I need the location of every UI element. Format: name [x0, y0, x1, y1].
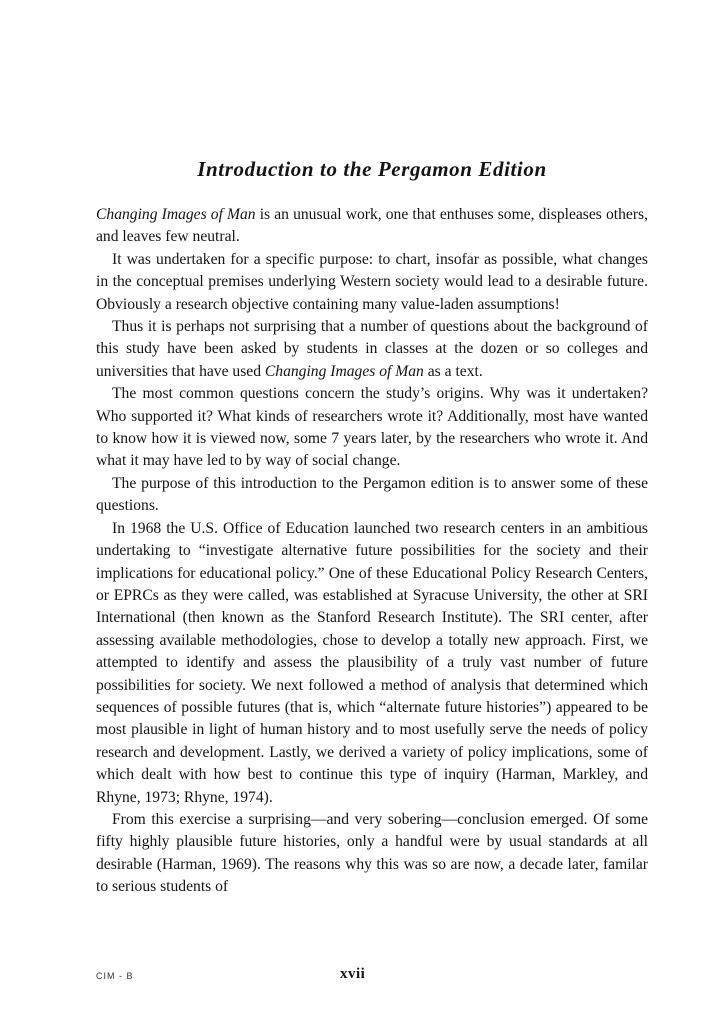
book-title-italic: Changing Images of Man [96, 206, 256, 223]
paragraph-text: Thus it is perhaps not surprising that a number of questions about the background of this study have been asked by students in classes at the dozen or so colleges and universities that have used [96, 318, 648, 380]
signature-mark: CIM - B [96, 971, 134, 981]
body-text [96, 204, 648, 899]
paragraph-1 [96, 204, 648, 249]
paragraph-6 [96, 518, 648, 809]
paragraph-text: is an unusual work, one that enthuses some, displeases others, and leaves few neutral. [96, 206, 648, 246]
paragraph-text: The most common questions concern the study’s origins. Why was it undertaken? Who supported it? What kinds of researchers wrote it? Additionally, most have wanted to know how it is viewed now, some 7 years later, by the researchers who wrote it. And what it may have led to by way of social change. [96, 385, 648, 470]
book-title-italic: Changing Images of Man [264, 362, 424, 380]
paragraph-text: as a text. [423, 362, 483, 380]
page-number: xvii [340, 966, 366, 982]
paragraph-3 [96, 316, 648, 383]
paragraph-4 [96, 383, 648, 473]
paragraph-text: The purpose of this introduction to the Pergamon edition is to answer some of these questions. [96, 474, 648, 515]
paragraph-text: In 1968 the U.S. Office of Education launched two research centers in an ambitious undertaking to “investigate alternative future possibilities for the society and their implications for educational policy.” One of these Educational Policy Research Centers, or EPRCs as they were called, was established at Syracuse University, the other at SRI International (then known as the Stanford Research Institute). The SRI center, after assessing available methodologies, chose to develop a totally new approach. First, we attempted to identify and assess the plausibility of a truly vast number of future possibilities for society. We next followed a method of analysis that determined which sequences of possible futures (that is, which “alternate future histories”) appeared to be most plausible in light of human history and to most usefully serve the needs of policy research and development. Lastly, we derived a variety of policy implications, some of which dealt with how best to continue this type of inquiry (Harman, Markley, and Rhyne, 1973; Rhyne, 1974). [96, 519, 648, 806]
chapter-title: Introduction to the Pergamon Edition [197, 157, 547, 181]
paragraph-text: From this exercise a surprising—and very sobering—conclusion emerged. Of some fifty highly plausible future histories, only a handful were by usual standards at all desirable (Harman, 1969). The reasons why this was so are now, a decade later, familar to serious students of [96, 810, 648, 896]
paragraph-7 [96, 809, 648, 899]
paragraph-text: It was undertaken for a specific purpose: to chart, insofar as possible, what changes in the conceptual premises underlying Western society would lead to a desirable future. Obviously a research objective containing many value-laden assumptions! [96, 250, 648, 313]
paragraph-2 [96, 249, 648, 316]
paragraph-5 [96, 473, 648, 518]
